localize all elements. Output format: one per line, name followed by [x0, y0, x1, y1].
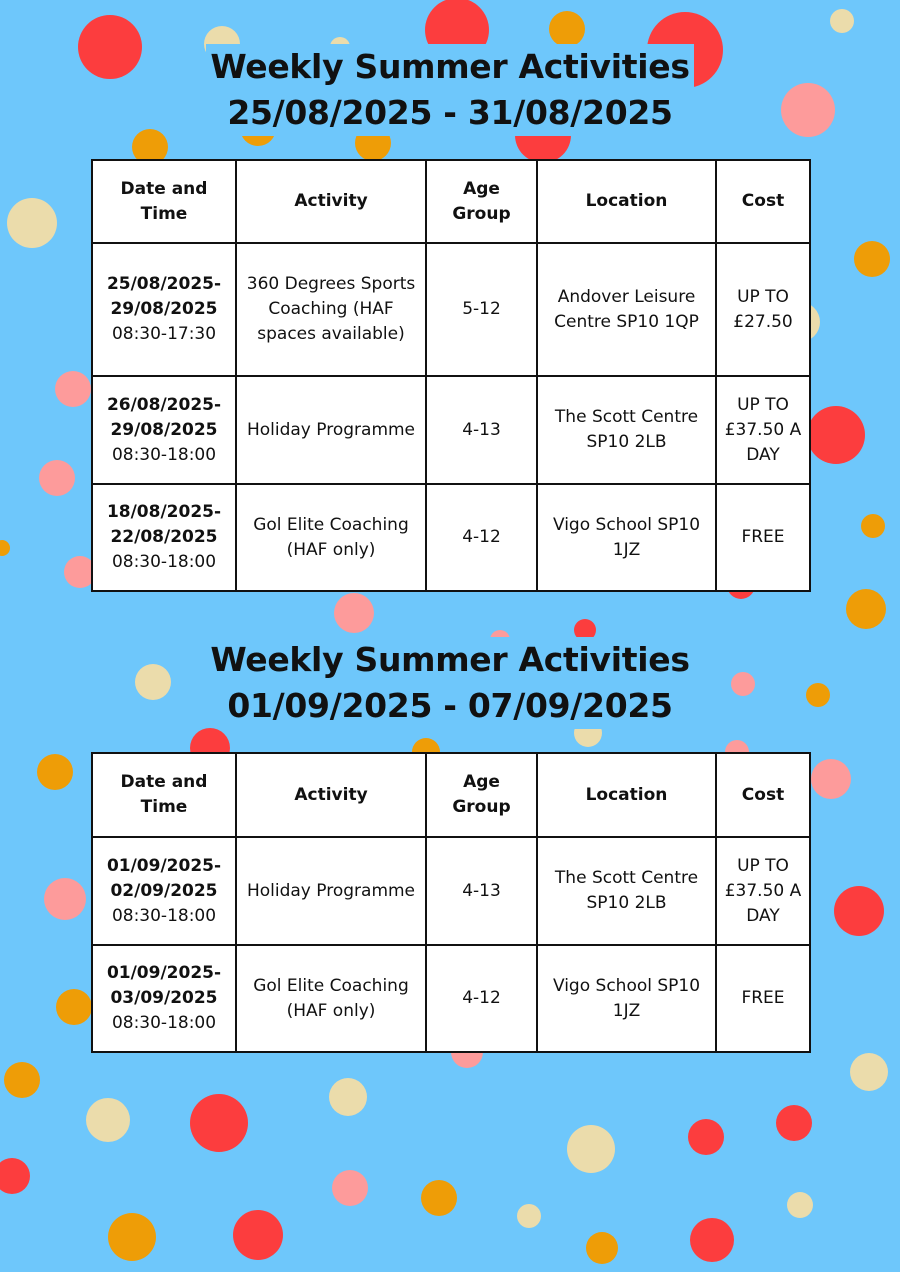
age-cell: 4-12	[426, 945, 537, 1052]
decorative-dot	[690, 1218, 734, 1262]
table-row	[92, 376, 810, 484]
location-cell: Andover Leisure Centre SP10 1QP	[537, 243, 716, 376]
decorative-dot	[108, 1213, 156, 1261]
age-cell: 4-12	[426, 484, 537, 591]
activity-cell: Gol Elite Coaching (HAF only)	[236, 945, 426, 1052]
location-cell: The Scott Centre SP10 2LB	[537, 837, 716, 945]
header-age-group: Age Group	[426, 753, 537, 837]
date-time-cell	[92, 945, 236, 1052]
time: 08:30-18:00	[111, 1013, 217, 1033]
time: 08:30-18:00	[111, 905, 217, 926]
activity-cell: Holiday Programme	[236, 837, 426, 945]
location-cell: The Scott Centre SP10 2LB	[537, 376, 716, 484]
decorative-dot	[787, 1192, 813, 1218]
header-location: Location	[537, 160, 716, 243]
time: 08:30-18:00	[111, 552, 217, 572]
decorative-dot	[190, 1094, 248, 1152]
time: 08:30-17:30	[111, 324, 217, 344]
header-age-group: Age Group	[426, 160, 537, 243]
decorative-dot	[807, 406, 865, 464]
decorative-dot	[332, 1170, 368, 1206]
decorative-dot	[586, 1232, 618, 1264]
decorative-dot	[233, 1210, 283, 1260]
decorative-dot	[329, 1078, 367, 1116]
decorative-dot	[334, 593, 374, 633]
cost-cell: UP TO £37.50 A DAY	[716, 837, 810, 945]
decorative-dot	[861, 514, 885, 538]
activity-cell: Holiday Programme	[236, 376, 426, 484]
header-activity: Activity	[236, 160, 426, 243]
header-cost: Cost	[716, 753, 810, 837]
week2-heading	[0, 637, 900, 729]
header-date-time: Date and Time	[92, 753, 236, 837]
decorative-dot	[854, 241, 890, 277]
header-activity: Activity	[236, 753, 426, 837]
date-range: 01/09/2025-02/09/2025	[106, 855, 222, 901]
date-range: 01/09/2025-03/09/2025	[106, 963, 222, 1008]
header-cost: Cost	[716, 160, 810, 243]
decorative-dot	[86, 1098, 130, 1142]
decorative-dot	[7, 198, 57, 248]
date-time-cell	[92, 837, 236, 945]
decorative-dot	[56, 989, 92, 1025]
header-date-time: Date and Time	[92, 160, 236, 243]
decorative-dot	[517, 1204, 541, 1228]
header-location: Location	[537, 753, 716, 837]
table-row	[92, 484, 810, 591]
date-time-cell	[92, 376, 236, 484]
week2-dates: 01/09/2025 - 07/09/2025	[223, 683, 676, 729]
age-cell: 4-13	[426, 837, 537, 945]
cost-cell: UP TO £37.50 A DAY	[716, 376, 810, 484]
age-cell: 5-12	[426, 243, 537, 376]
cost-cell: UP TO £27.50	[716, 243, 810, 376]
decorative-dot	[567, 1125, 615, 1173]
cost-cell: FREE	[716, 945, 810, 1052]
decorative-dot	[776, 1105, 812, 1141]
week1-heading	[0, 44, 900, 136]
week1-dates: 25/08/2025 - 31/08/2025	[223, 90, 676, 136]
date-time-cell	[92, 484, 236, 591]
decorative-dot	[4, 1062, 40, 1098]
decorative-dot	[0, 1158, 30, 1194]
activity-cell: 360 Degrees Sports Coaching (HAF spaces available)	[236, 243, 426, 376]
cost-cell: FREE	[716, 484, 810, 591]
activity-cell: Gol Elite Coaching (HAF only)	[236, 484, 426, 591]
date-range: 26/08/2025-29/08/2025	[106, 394, 222, 440]
time: 08:30-18:00	[111, 444, 217, 465]
table-header-row	[92, 160, 810, 243]
age-cell: 4-13	[426, 376, 537, 484]
location-cell: Vigo School SP10 1JZ	[537, 945, 716, 1052]
week1-schedule-table	[91, 159, 811, 592]
decorative-dot	[39, 460, 75, 496]
decorative-dot	[421, 1180, 457, 1216]
decorative-dot	[55, 371, 91, 407]
date-range: 18/08/2025-22/08/2025	[106, 502, 222, 547]
table-header-row	[92, 753, 810, 837]
location-cell: Vigo School SP10 1JZ	[537, 484, 716, 591]
table-row	[92, 243, 810, 376]
table-row	[92, 945, 810, 1052]
decorative-dot	[850, 1053, 888, 1091]
decorative-dot	[811, 759, 851, 799]
decorative-dot	[830, 9, 854, 33]
decorative-dot	[37, 754, 73, 790]
decorative-dot	[549, 11, 585, 47]
decorative-dot	[44, 878, 86, 920]
decorative-dot	[688, 1119, 724, 1155]
week2-schedule-table	[91, 752, 811, 1053]
week2-title: Weekly Summer Activities	[206, 637, 693, 683]
week1-title: Weekly Summer Activities	[206, 44, 693, 90]
decorative-dot	[0, 540, 10, 556]
date-range: 25/08/2025-29/08/2025	[106, 274, 222, 319]
decorative-dot	[834, 886, 884, 936]
decorative-dot	[846, 589, 886, 629]
table-row	[92, 837, 810, 945]
date-time-cell	[92, 243, 236, 376]
